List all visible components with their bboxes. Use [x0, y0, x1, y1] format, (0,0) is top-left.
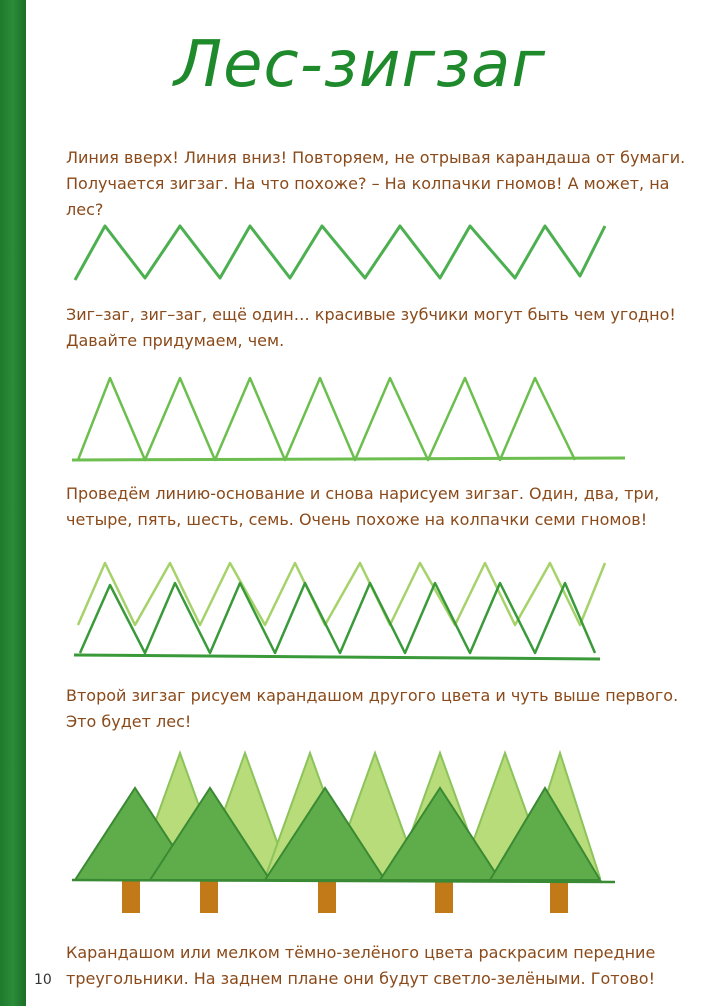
- forest-drawing: [60, 748, 640, 923]
- page-title: Лес-зигзаг: [174, 28, 546, 102]
- double-zigzag-drawing: [60, 555, 640, 670]
- paragraph-2: Зиг–заг, зиг–заг, ещё один… красивые зубчики могут быть чем угодно! Давайте придумаем, чем.: [66, 305, 676, 350]
- paragraph-1: Линия вверх! Линия вниз! Повторяем, не отрывая карандаша от бумаги. Получается зигзаг. На что похоже? – На колпачки гномов! А может, на лес?: [66, 148, 686, 219]
- zigzag-drawing: [60, 218, 620, 288]
- paragraph-5: Карандашом или мелком тёмно-зелёного цвета раскрасим передние треугольники. На заднем плане они будут светло-зелёными. Готово!: [66, 943, 656, 988]
- page-number: 10: [34, 972, 52, 988]
- paragraph-3: Проведём линию-основание и снова нарисуем зигзаг. Один, два, три, четыре, пять, шесть, семь. Очень похоже на колпачки семи гномов!: [66, 484, 660, 529]
- paragraph-4: Второй зигзаг рисуем карандашом другого цвета и чуть выше первого. Это будет лес!: [66, 686, 679, 731]
- gnome-hats-drawing: [60, 372, 640, 472]
- green-edge-stripe: [0, 0, 26, 1006]
